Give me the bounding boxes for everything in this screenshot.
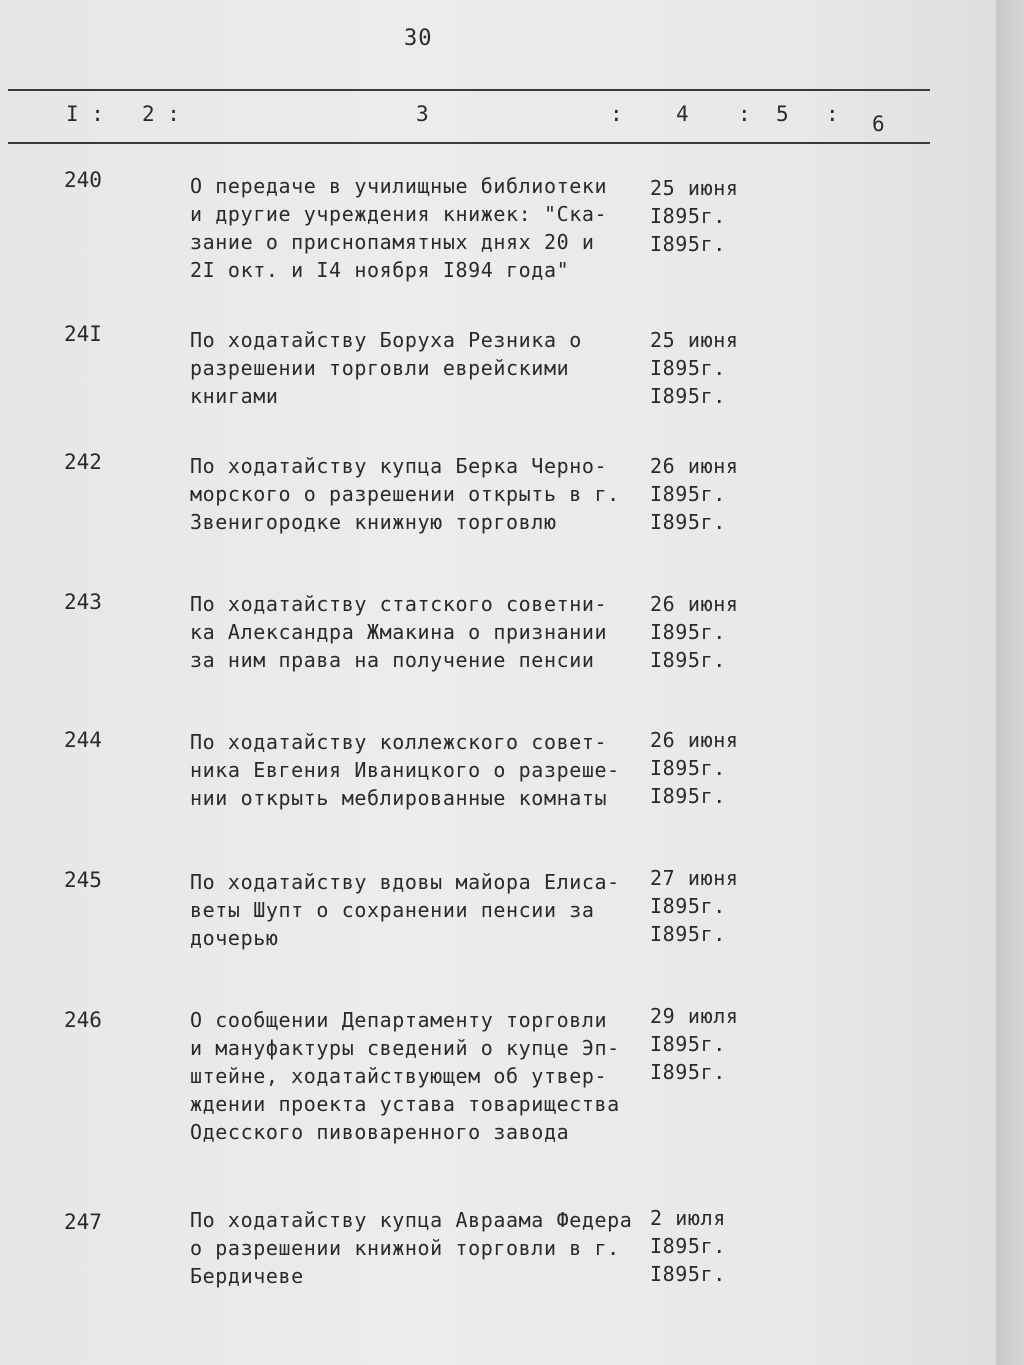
entry-number: 242 (64, 450, 102, 474)
entry-dates: 25 июня I895г. I895г. (650, 328, 739, 408)
page-edge-shadow (996, 0, 1024, 1365)
header-column-3: 3 (416, 102, 429, 126)
header-column-3-separator: : (610, 102, 623, 126)
entry-dates: 25 июня I895г. I895г. (650, 176, 739, 256)
entry-dates: 29 июля I895г. I895г. (650, 1004, 739, 1084)
entry-title: О передаче в училищные библиотеки и другие учреждения книжек: "Ска- зание о приснопамятных днях 20 и 2I окт. и I4 ноября I894 года" (190, 174, 608, 282)
entry-title: По ходатайству вдовы майора Елиса- веты Шупт о сохранении пенсии за дочерью (190, 870, 620, 950)
entry-dates: 26 июня I895г. I895г. (650, 454, 739, 534)
entry-title: По ходатайству купца Авраама Федера о разрешении книжной торговли в г. Бердичеве (190, 1208, 633, 1288)
entry-number: 247 (64, 1210, 102, 1234)
header-column-5: 5 (776, 102, 789, 126)
header-column-6: 6 (872, 112, 885, 136)
entry-title: По ходатайству статского советни- ка Александра Жмакина о признании за ним права на получение пенсии (190, 592, 608, 672)
entry-number: 244 (64, 728, 102, 752)
entry-title: По ходатайству Боруха Резника о разрешении торговли еврейскими книгами (190, 328, 582, 408)
entry-number: 246 (64, 1008, 102, 1032)
header-column-1: I : (66, 102, 104, 126)
header-rule-bottom (8, 142, 930, 144)
entry-number: 245 (64, 868, 102, 892)
header-column-2: 2 : (142, 102, 180, 126)
header-column-4: 4 (676, 102, 689, 126)
entry-number: 24I (64, 322, 102, 346)
bleed-through-text (200, 300, 760, 326)
entry-dates: 26 июня I895г. I895г. (650, 592, 739, 672)
entry-number: 240 (64, 168, 102, 192)
header-rule-top (8, 89, 930, 91)
entry-title: О сообщении Департаменту торговли и мануфактуры сведений о купце Эп- штейне, ходатайствующем об утвер- ждении проекта устава товарищества Одесского пивоваренного завода (190, 1008, 620, 1144)
page-number: 30 (404, 26, 433, 51)
entry-title: По ходатайству купца Берка Черно- морского о разрешении открыть в г. Звенигородке книжную торговлю (190, 454, 620, 534)
entry-title: По ходатайству коллежского совет- ника Евгения Иваницкого о разреше- нии открыть меблированные комнаты (190, 730, 620, 810)
entry-dates: 27 июня I895г. I895г. (650, 866, 739, 946)
header-column-4-separator: : (738, 102, 751, 126)
entry-dates: 26 июня I895г. I895г. (650, 728, 739, 808)
header-column-5-separator: : (826, 102, 839, 126)
entry-dates: 2 июля I895г. I895г. (650, 1206, 726, 1286)
entry-number: 243 (64, 590, 102, 614)
